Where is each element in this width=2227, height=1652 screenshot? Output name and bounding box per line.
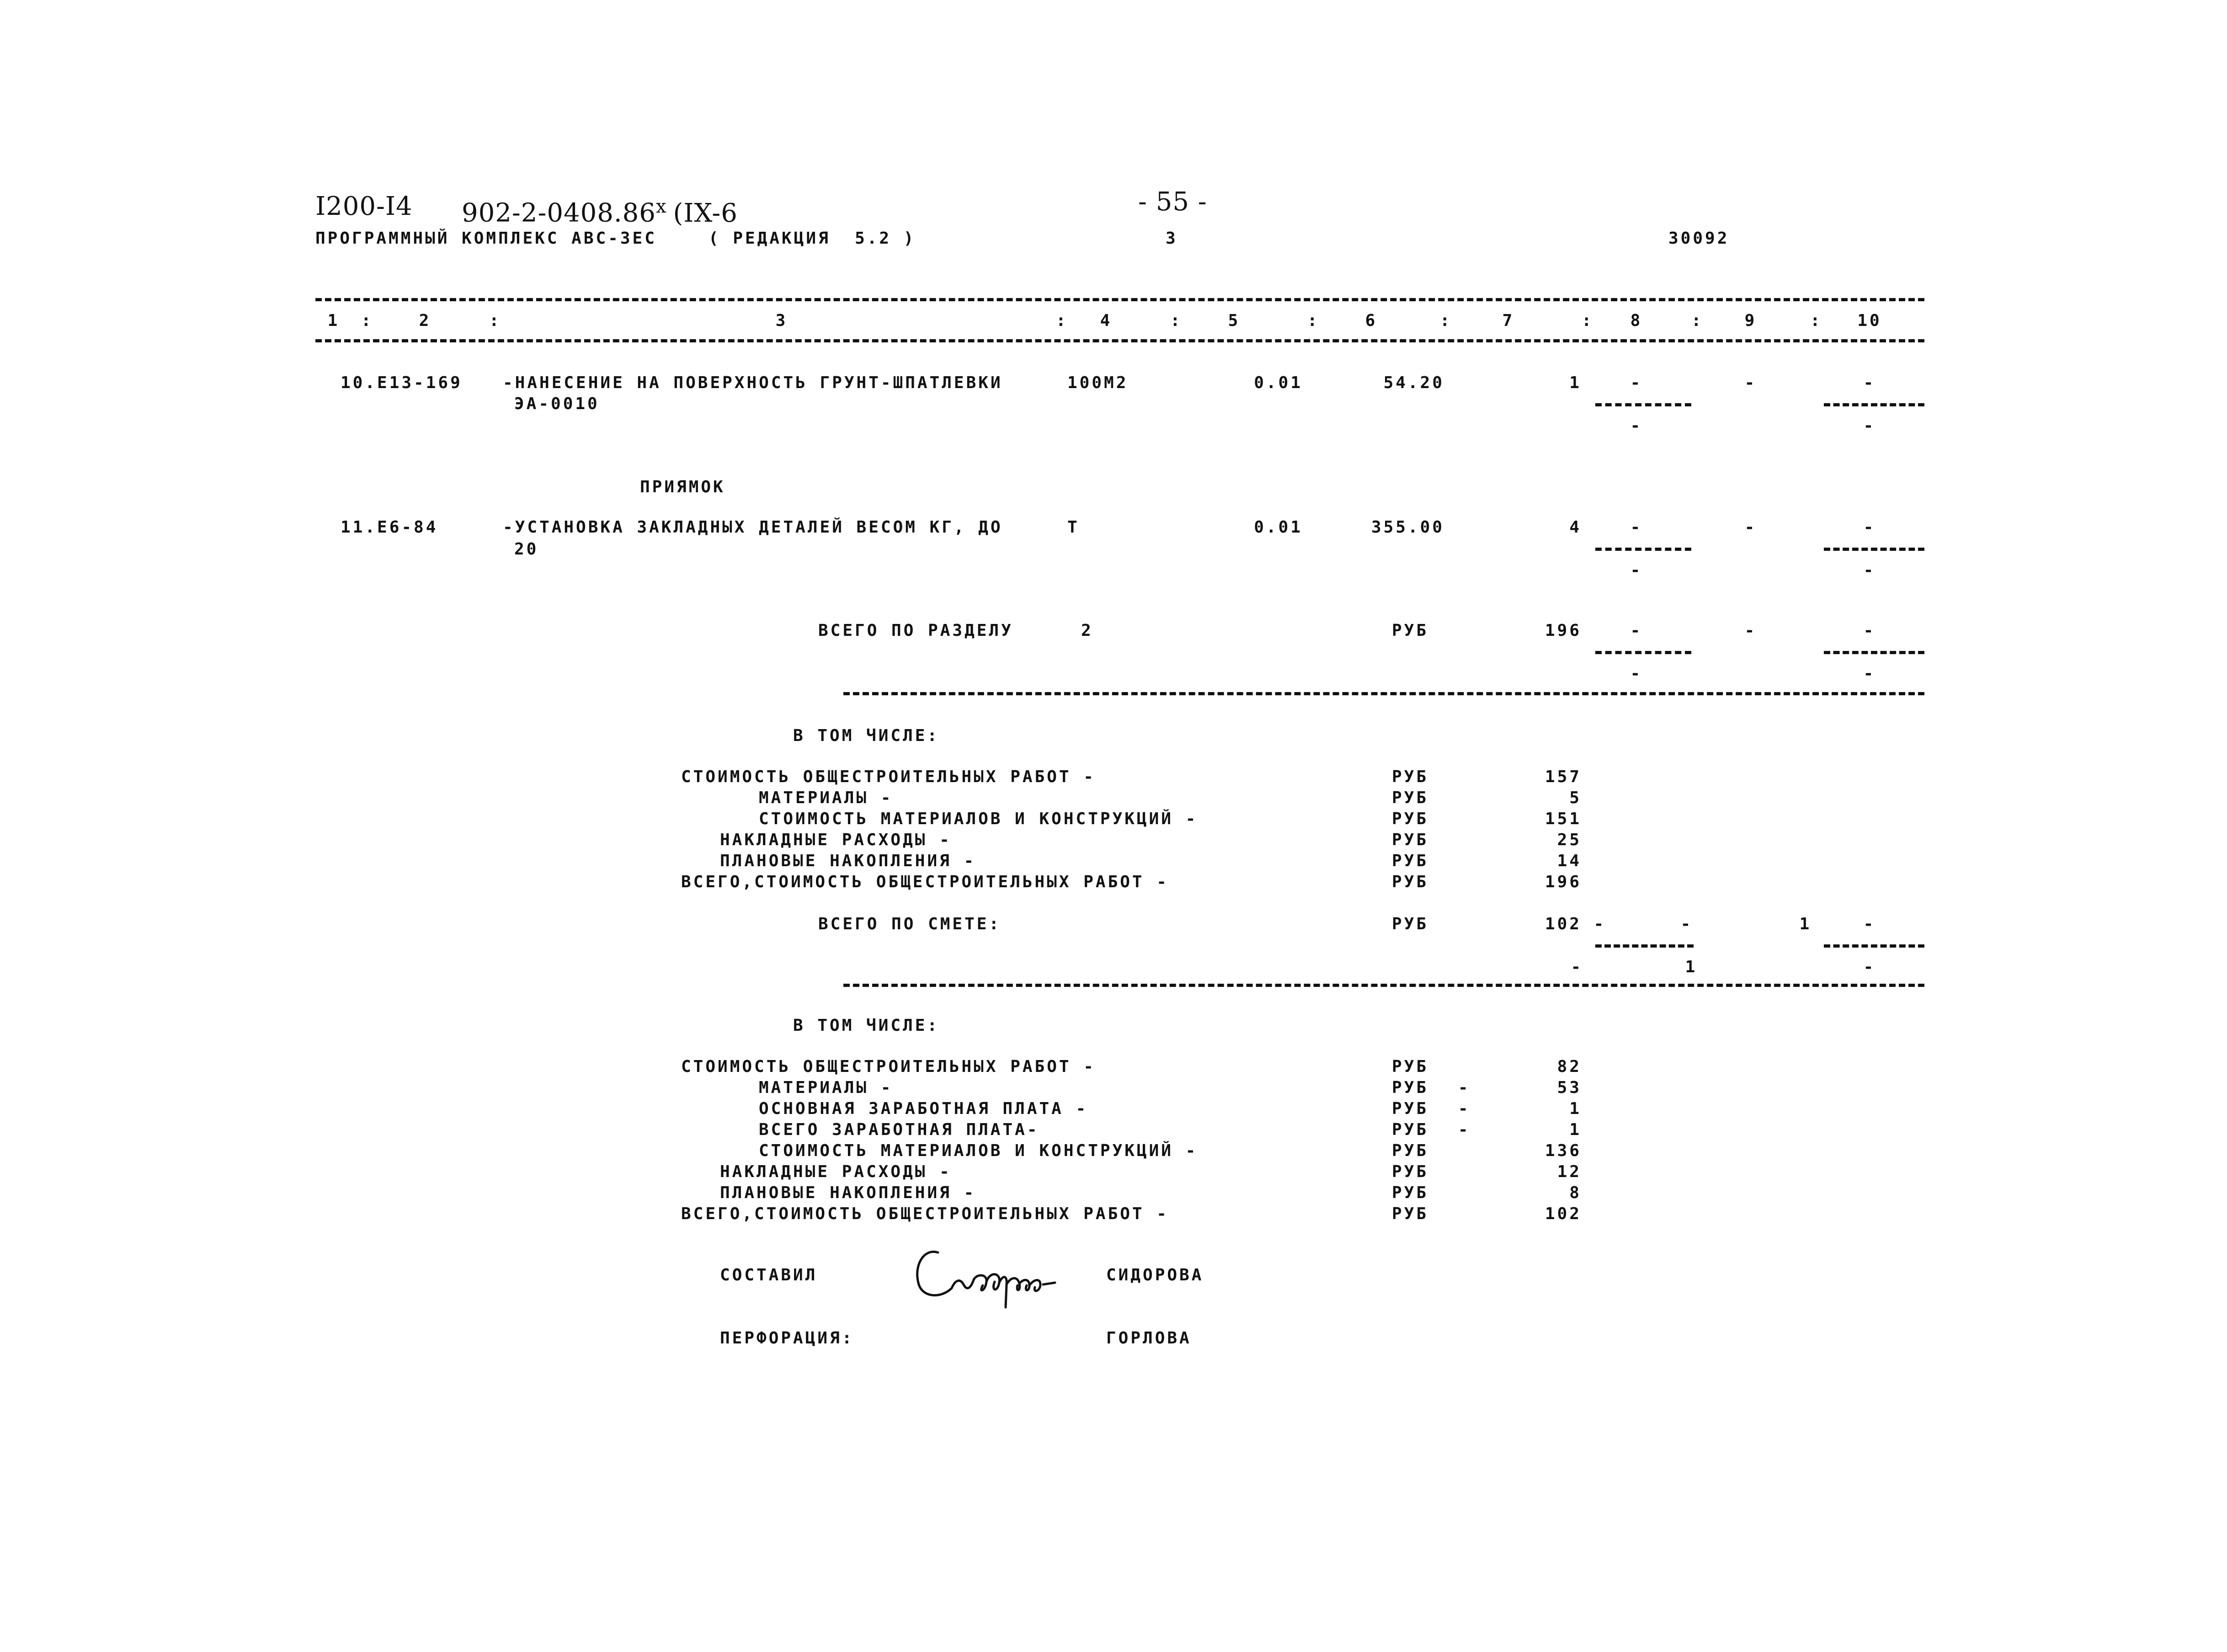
breakdown-label: СТОИМОСТЬ МАТЕРИАЛОВ И КОНСТРУКЦИЙ - (759, 810, 1198, 828)
breakdown-value: 102 (1545, 1204, 1582, 1223)
breakdown-value: 82 (1557, 1057, 1582, 1076)
breakdown-label: ПЛАНОВЫЕ НАКОПЛЕНИЯ - (720, 1183, 976, 1202)
breakdown-label: НАКЛАДНЫЕ РАСХОДЫ - (720, 831, 952, 849)
row-col8-lower: - (1630, 416, 1643, 435)
breakdown-value: 12 (1557, 1162, 1582, 1181)
breakdown-dash: - (1458, 1078, 1470, 1097)
perforation-name: ГОРЛОВА (1106, 1329, 1192, 1348)
row-col7: 4 (1569, 518, 1582, 537)
row-subrule (1595, 548, 1691, 551)
breakdown-label: МАТЕРИАЛЫ - (759, 1078, 893, 1097)
row-col7: 1 (1569, 373, 1582, 392)
row-quantity: 0.01 (1254, 373, 1303, 392)
row-number: 11.Е6-84 (341, 518, 438, 537)
breakdown-unit: РУБ (1392, 1141, 1429, 1160)
section-total-rule (843, 692, 1924, 695)
column-separator: : (1810, 311, 1822, 330)
breakdown-label: ВСЕГО ЗАРАБОТНАЯ ПЛАТА- (759, 1120, 1039, 1139)
breakdown-title: В ТОМ ЧИСЛЕ: (793, 726, 940, 745)
document-code: I200-I4 (315, 192, 413, 221)
breakdown-label: ПЛАНОВЫЕ НАКОПЛЕНИЯ - (720, 852, 976, 870)
document-number-superscript: х (655, 196, 667, 217)
estimate-total-subrule (1595, 944, 1694, 948)
breakdown-value: 8 (1569, 1183, 1582, 1202)
breakdown-unit: РУБ (1392, 1078, 1429, 1097)
estimate-total-rule (843, 984, 1924, 987)
breakdown-unit: РУБ (1392, 831, 1429, 849)
row-price: 54.20 (1383, 373, 1444, 392)
estimate-total-col10-lower: - (1863, 958, 1876, 976)
breakdown-value: 25 (1557, 831, 1582, 849)
breakdown-unit: РУБ (1392, 1099, 1429, 1118)
estimate-total-value: 102 (1545, 915, 1582, 933)
column-separator: : (1307, 311, 1320, 330)
section-label: ПРИЯМОК (640, 478, 725, 496)
breakdown-value: 196 (1545, 873, 1582, 891)
estimate-total-subrule (1824, 944, 1924, 948)
column-header-9: 9 (1744, 311, 1757, 330)
row-name-continuation: 20 (514, 540, 539, 559)
column-header-2: 2 (419, 311, 432, 330)
breakdown-value: 5 (1569, 789, 1582, 807)
breakdown-label: ВСЕГО,СТОИМОСТЬ ОБЩЕСТРОИТЕЛЬНЫХ РАБОТ - (681, 873, 1169, 891)
breakdown-value: 53 (1557, 1078, 1582, 1097)
row-subrule (1595, 403, 1691, 406)
breakdown-label: СТОИМОСТЬ ОБЩЕСТРОИТЕЛЬНЫХ РАБОТ - (681, 767, 1096, 786)
breakdown-label: ВСЕГО,СТОИМОСТЬ ОБЩЕСТРОИТЕЛЬНЫХ РАБОТ - (681, 1204, 1169, 1223)
breakdown-unit: РУБ (1392, 873, 1429, 891)
breakdown-value: 151 (1545, 810, 1582, 828)
row-col10: - (1863, 373, 1876, 392)
section-total-col8: - (1630, 621, 1643, 640)
section-total-subrule (1824, 651, 1924, 654)
row-col8-lower: - (1630, 561, 1643, 580)
section-total-label: ВСЕГО ПО РАЗДЕЛУ (818, 621, 1013, 640)
breakdown-unit: РУБ (1392, 1120, 1429, 1139)
row-unit: Т (1067, 518, 1080, 537)
estimate-total-col9: 1 (1799, 915, 1812, 933)
estimate-total-col8: - (1593, 915, 1606, 933)
row-col9: - (1744, 518, 1757, 537)
row-quantity: 0.01 (1254, 518, 1303, 537)
column-header-10: 10 (1857, 311, 1882, 330)
page-number: - 55 - (1138, 187, 1207, 217)
breakdown-value: 136 (1545, 1141, 1582, 1160)
estimate-total-col8-lower: - (1571, 958, 1583, 976)
column-separator: : (1691, 311, 1704, 330)
breakdown-unit: РУБ (1392, 1162, 1429, 1181)
row-col8: - (1630, 518, 1643, 537)
document-number (462, 193, 738, 227)
table-top-rule (315, 298, 1924, 301)
breakdown-value: 1 (1569, 1099, 1582, 1118)
row-col9: - (1744, 373, 1757, 392)
handwritten-signature (910, 1234, 1065, 1316)
document-number-main: 902-2-0408.86 (462, 198, 656, 228)
row-price: 355.00 (1371, 518, 1444, 537)
breakdown-unit: РУБ (1392, 852, 1429, 870)
row-col10: - (1863, 518, 1876, 537)
row-unit: 100М2 (1067, 373, 1129, 392)
column-separator: : (1170, 311, 1183, 330)
column-separator: : (361, 311, 373, 330)
breakdown-label: НАКЛАДНЫЕ РАСХОДЫ - (720, 1162, 952, 1181)
table-header-rule (315, 339, 1924, 342)
breakdown-value: 14 (1557, 852, 1582, 870)
section-total-col10: - (1863, 621, 1876, 640)
breakdown-label: ОСНОВНАЯ ЗАРАБОТНАЯ ПЛАТА - (759, 1099, 1088, 1118)
estimate-total-col10: - (1863, 915, 1876, 933)
breakdown-label: СТОИМОСТЬ МАТЕРИАЛОВ И КОНСТРУКЦИЙ - (759, 1141, 1198, 1160)
section-total-number: 2 (1081, 621, 1093, 640)
column-header-6: 6 (1365, 311, 1378, 330)
column-separator: : (1056, 311, 1068, 330)
column-header-5: 5 (1228, 311, 1241, 330)
breakdown-label: МАТЕРИАЛЫ - (759, 789, 893, 807)
row-col10-lower: - (1863, 561, 1876, 580)
breakdown-unit: РУБ (1392, 767, 1429, 786)
section-total-col10-lower: - (1863, 664, 1876, 683)
column-separator: : (1440, 311, 1452, 330)
compiled-by-name: СИДОРОВА (1106, 1266, 1204, 1284)
estimate-total-unit: РУБ (1392, 915, 1429, 933)
breakdown-dash: - (1458, 1099, 1470, 1118)
estimate-total-label: ВСЕГО ПО СМЕТЕ: (818, 915, 1002, 933)
row-name: -НАНЕСЕНИЕ НА ПОВЕРХНОСТЬ ГРУНТ-ШПАТЛЕВКИ (503, 373, 1003, 392)
sheet-number: 3 (1166, 229, 1178, 248)
breakdown-value: 157 (1545, 767, 1582, 786)
column-header-8: 8 (1630, 311, 1643, 330)
section-total-col8-lower: - (1630, 664, 1643, 683)
row-col10-lower: - (1863, 416, 1876, 435)
column-header-1: 1 (327, 311, 340, 330)
row-col8: - (1630, 373, 1643, 392)
perforation-label: ПЕРФОРАЦИЯ: (720, 1329, 854, 1348)
row-subrule (1824, 403, 1924, 406)
row-name-continuation: ЭА-0010 (514, 394, 600, 413)
breakdown-unit: РУБ (1392, 789, 1429, 807)
row-name: -УСТАНОВКА ЗАКЛАДНЫХ ДЕТАЛЕЙ ВЕСОМ КГ, ДО (503, 518, 1003, 537)
breakdown-title: В ТОМ ЧИСЛЕ: (793, 1016, 940, 1035)
estimate-total-col8b: - (1680, 915, 1693, 933)
program-edition: ( РЕДАКЦИЯ 5.2 ) (709, 229, 916, 248)
breakdown-unit: РУБ (1392, 1057, 1429, 1076)
breakdown-unit: РУБ (1392, 1183, 1429, 1202)
object-number: 30092 (1668, 229, 1730, 248)
breakdown-value: 1 (1569, 1120, 1582, 1139)
column-separator: : (489, 311, 501, 330)
row-subrule (1824, 548, 1924, 551)
compiled-by-label: СОСТАВИЛ (720, 1266, 818, 1284)
program-name: ПРОГРАММНЫЙ КОМПЛЕКС АВС-ЗЕС (315, 229, 657, 248)
column-separator: : (1582, 311, 1594, 330)
column-header-4: 4 (1100, 311, 1113, 330)
column-header-7: 7 (1502, 311, 1515, 330)
breakdown-unit: РУБ (1392, 810, 1429, 828)
section-total-value: 196 (1545, 621, 1582, 640)
section-total-subrule (1595, 651, 1691, 654)
breakdown-dash: - (1458, 1120, 1470, 1139)
breakdown-unit: РУБ (1392, 1204, 1429, 1223)
estimate-total-col9-lower: 1 (1685, 958, 1698, 976)
document-number-suffix: (IX-6 (673, 198, 738, 228)
row-number: 10.Е13-169 (341, 373, 463, 392)
breakdown-label: СТОИМОСТЬ ОБЩЕСТРОИТЕЛЬНЫХ РАБОТ - (681, 1057, 1096, 1076)
section-total-col9: - (1744, 621, 1757, 640)
column-header-3: 3 (775, 311, 788, 330)
section-total-unit: РУБ (1392, 621, 1429, 640)
